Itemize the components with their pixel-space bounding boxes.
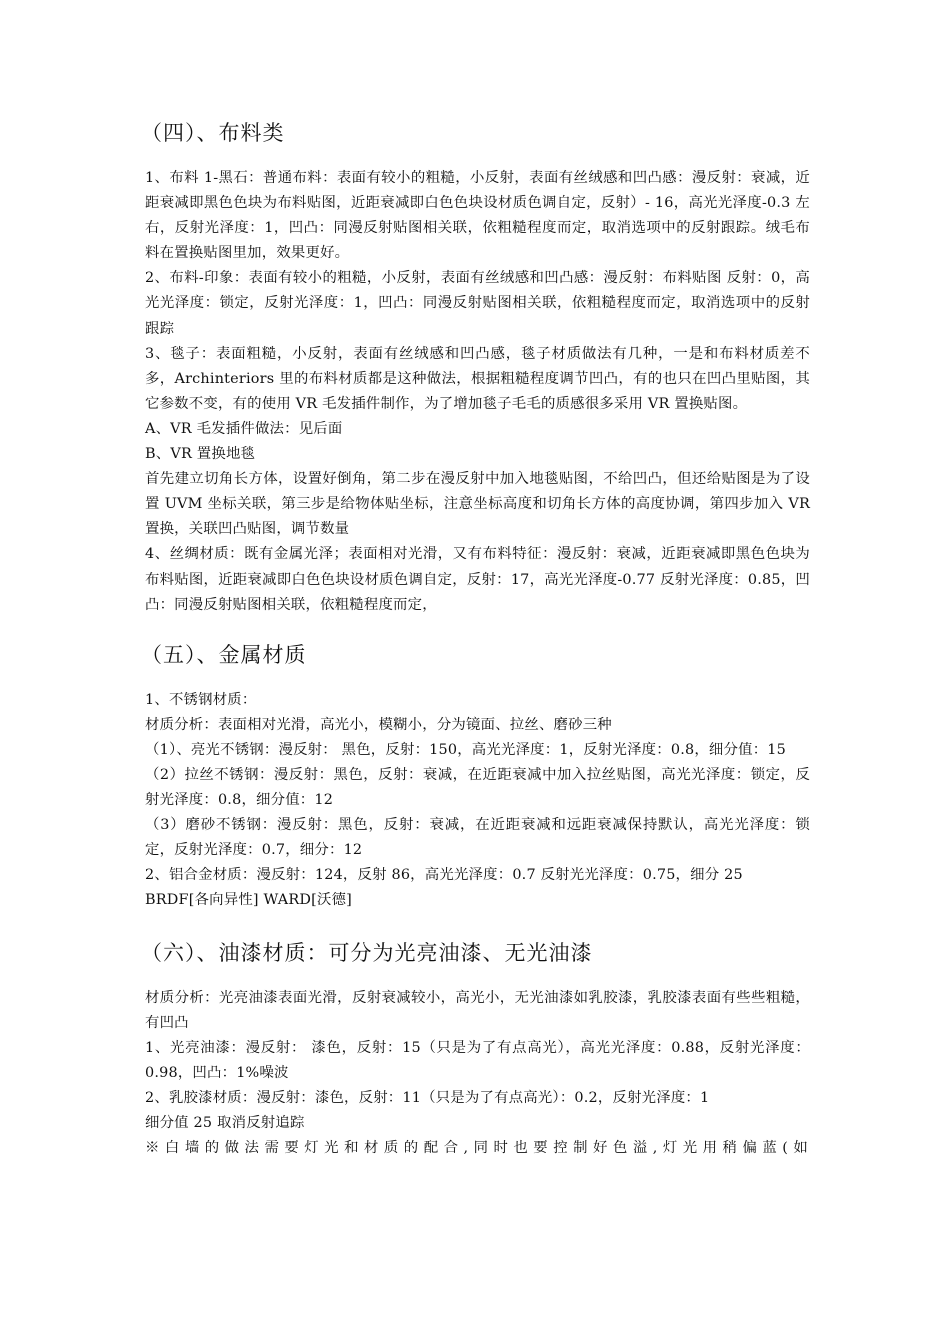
paragraph: 2、乳胶漆材质：漫反射：漆色，反射：11（只是为了有点高光）：0.2，反射光泽度：1 <box>145 1089 710 1106</box>
section-fabric <box>141 118 810 618</box>
section-heading: （六）、油漆材质：可分为光亮油漆、无光油漆 <box>141 940 593 965</box>
section-paint <box>141 938 810 1162</box>
document-page <box>141 118 810 1161</box>
paragraph: 1、光亮油漆：漫反射： 漆色，反射：15（只是为了有点高光），高光光泽度：0.88，反射光泽度：0.98，凹凸：1%噪波 <box>145 1039 810 1081</box>
paragraph: BRDF[各向异性] WARD[沃德] <box>145 892 352 909</box>
paragraph: 材质分析：光亮油漆表面光滑，反射衰减较小，高光小，无光油漆如乳胶漆，乳胶漆表面有些些粗糙，有凹凸 <box>145 989 810 1031</box>
paragraph: 1、布料 1-黑石：普通布料：表面有较小的粗糙，小反射，表面有丝绒感和凹凸感：漫反射：衰减，近距衰减即黑色色块为布料贴图，近距衰减即白色色块设材质色调自定，反射）- 16，高光光泽度-0.3 左右，反射光泽度：1，凹凸：同漫反射贴图相关联，依粗糙程度而定，取消选项中的反射跟踪。绒毛布料在置换贴图里加，效果更好。 <box>145 170 810 262</box>
paragraph: 2、铝合金材质：漫反射：124，反射 86，高光光泽度：0.7 反射光光泽度：0.75，细分 25 <box>145 867 743 884</box>
paragraph: B、VR 置换地毯 <box>145 446 256 463</box>
section-heading: （四）、布料类 <box>141 121 285 145</box>
paragraph: （3）磨砂不锈钢：漫反射：黑色，反射：衰减，在近距衰减和远距衰减保持默认，高光光泽度：锁定，反射光泽度：0.7，细分：12 <box>145 817 810 859</box>
section-heading: （五）、金属材质 <box>141 642 307 667</box>
paragraph: 材质分析：表面相对光滑，高光小，模糊小，分为镜面、拉丝、磨砂三种 <box>145 716 612 733</box>
paragraph: 首先建立切角长方体，设置好倒角，第二步在漫反射中加入地毯贴图，不给凹凸，但还给贴图是为了设置 UVM 坐标关联，第三步是给物体贴坐标，注意坐标高度和切角长方体的高度协调，第四步加入 VR 置换，关联凹凸贴图，调节数量 <box>145 471 810 538</box>
paragraph: 3、毯子：表面粗糙，小反射，表面有丝绒感和凹凸感，毯子材质做法有几种，一是和布料材质差不多，Archinteriors 里的布料材质都是这种做法，根据粗糙程度调节凹凸，有的也只在凹凸里贴图，其它参数不变，有的使用 VR 毛发插件制作，为了增加毯子毛毛的质感很多采用 VR 置换贴图。 <box>145 345 810 412</box>
paragraph: 1、不锈钢材质： <box>145 691 257 708</box>
paragraph: ※白墙的做法需要灯光和材质的配合,同时也要控制好色溢,灯光用稍偏蓝(如 <box>145 1140 810 1157</box>
paragraph: 2、布料-印象：表面有较小的粗糙，小反射，表面有丝绒感和凹凸感：漫反射：布料贴图 反射：0，高光光泽度：锁定，反射光泽度：1，凹凸：同漫反射贴图相关联，依粗糙程度而定，取消选项中的反射跟踪 <box>145 270 810 337</box>
paragraph: （1）、亮光不锈钢：漫反射： 黑色，反射：150，高光光泽度：1，反射光泽度：0.8，细分值：15 <box>145 741 786 758</box>
paragraph: A、VR 毛发插件做法：见后面 <box>145 420 343 437</box>
paragraph: 细分值 25 取消反射追踪 <box>145 1115 305 1131</box>
paragraph: 4、丝绸材质：既有金属光泽；表面相对光滑，又有布料特征：漫反射：衰减，近距衰减即黑色色块为布料贴图，近距衰减即白色色块设材质色调自定，反射：17，高光光泽度-0.77 反射光泽度：0.85，凹凸：同漫反射贴图相关联，依粗糙程度而定， <box>145 546 810 613</box>
section-metal <box>141 640 810 914</box>
paragraph: （2）拉丝不锈钢：漫反射：黑色，反射：衰减，在近距衰减中加入拉丝贴图，高光光泽度：锁定，反射光泽度：0.8，细分值：12 <box>145 766 810 809</box>
